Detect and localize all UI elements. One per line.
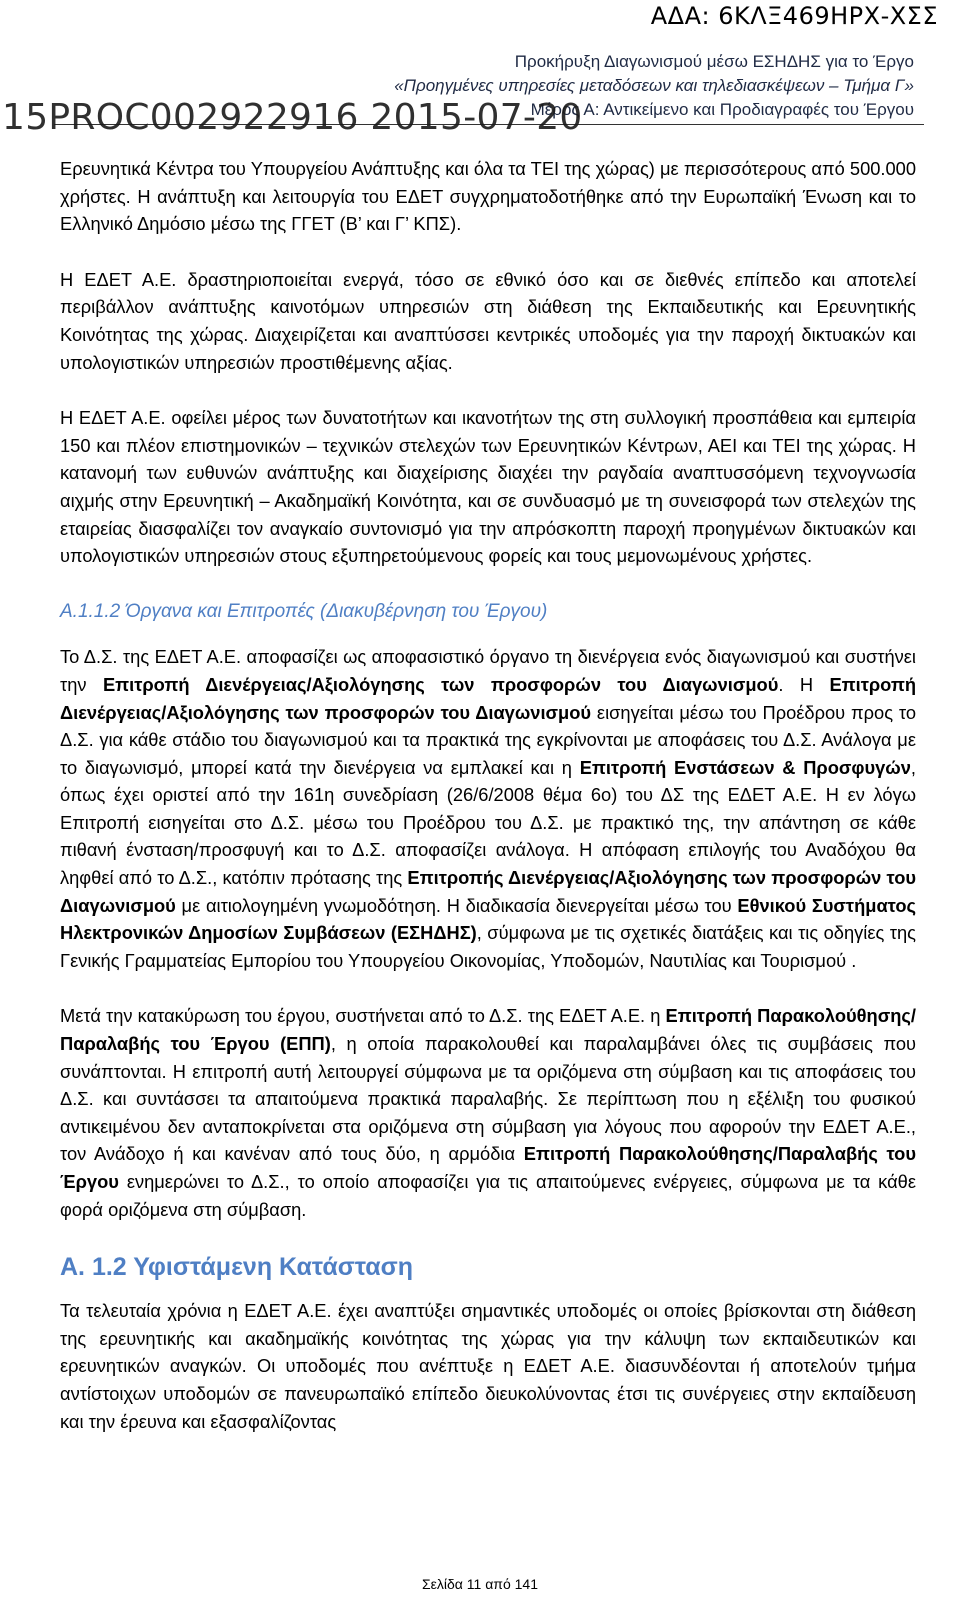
ada-code: ΑΔΑ: 6ΚΛΞ469ΗΡΧ-ΧΣΣ (650, 2, 938, 30)
header-tender-title: Προκήρυξη Διαγωνισμού μέσω ΕΣΗΔΗΣ για το Έργο (514, 52, 914, 71)
document-body (60, 155, 916, 1463)
paragraph-governance: Το Δ.Σ. της ΕΔΕΤ Α.Ε. αποφασίζει ως αποφασιστικό όργανο τη διενέργεια ενός διαγωνισμού και συστήνει την Επιτροπή Διενέργειας/Αξιολόγησης των προσφορών του Διαγωνισμού. Η Επιτροπή Διενέργειας/Αξιολόγησης των προσφορών του Διαγωνισμού εισηγείται μέσω του Προέδρου προς το Δ.Σ. για κάθε στάδιο του διαγωνισμού και τα πρακτικά της εγκρίνονται με αποφάσεις του Δ.Σ. Ανάλογα με το διαγωνισμό, μπορεί κατά την διενέργεια να εμπλακεί και η Επιτροπή Ενστάσεων & Προσφυγών, όπως έχει οριστεί από την 161η συνεδρίαση (26/6/2008 θέμα 6ο) του ΔΣ της ΕΔΕΤ Α.Ε. Η εν λόγω Επιτροπή εισηγείται στο Δ.Σ. μέσω του Προέδρου του Δ.Σ. με πρακτικό της, την απάντηση σε κάθε πιθανή ένσταση/προσφυγή και το Δ.Σ. αποφασίζει ανάλογα. Η απόφαση επιλογής του Αναδόχου θα ληφθεί από το Δ.Σ., κατόπιν πρότασης της Επιτροπής Διενέργειας/Αξιολόγησης των προσφορών του Διαγωνισμού με αιτιολογημένη γνωμοδότηση. Η διαδικασία διενεργείται μέσω του Εθνικού Συστήματος Ηλεκτρονικών Δημοσίων Συμβάσεων (ΕΣΗΔΗΣ), σύμφωνα με τις σχετικές διατάξεις και τις οδηγίες της Γενικής Γραμματείας Εμπορίου του Υπουργείου Οικονομίας, Υποδομών, Ναυτιλίας και Τουρισμού . (60, 646, 917, 971)
paragraph-monitoring: Μετά την κατακύρωση του έργου, συστήνεται από το Δ.Σ. της ΕΔΕΤ Α.Ε. η Επιτροπή Παρακολούθησης/Παραλαβής του Έργου (ΕΠΠ), η οποία παρακολουθεί και παραλαμβάνει όλες τις συμβάσεις που συνάπτονται. Η επιτροπή αυτή λειτουργεί σύμφωνα με τα οριζόμενα στη σύμβαση και τις αποφάσεις του Δ.Σ. και συντάσσει τα απαιτούμενα πρακτικά παραλαβής. Σε περίπτωση που η εξέλιξη του φυσικού αντικειμένου δεν ανταποκρίνεται στα οριζόμενα στη σύμβαση για λόγους που αφορούν την ΕΔΕΤ Α.Ε., τον Ανάδοχο ή και κανέναν από τους δύο, η αρμόδια Επιτροπή Παρακολούθησης/Παραλαβής του Έργου ενημερώνει το Δ.Σ., το οποίο αποφασίζει για τις απαιτούμενες ενέργειες, σύμφωνα με τα κάθε φορά οριζόμενα στη σύμβαση. (60, 1005, 916, 1220)
paragraph-users: Ερευνητικά Κέντρα του Υπουργείου Ανάπτυξης και όλα τα ΤΕΙ της χώρας) με περισσότερους από 500.000 χρήστες. Η ανάπτυξη και λειτουργία του ΕΔΕΤ συγχρηματοδοτήθηκε από την Ευρωπαϊκή Ένωση και το Ελληνικό Δημόσιο μέσω της ΓΓΕΤ (Β’ και Γ’ ΚΠΣ). (60, 158, 916, 235)
registry-stamp: 15PROC002922916 2015-07-20 (2, 97, 583, 138)
paragraph-current-state: Τα τελευταία χρόνια η ΕΔΕΤ Α.Ε. έχει αναπτύξει σημαντικές υποδομές οι οποίες βρίσκονται στη διάθεση της ερευνητικής και ακαδημαϊκής κοινότητας της χώρας για την κάλυψη των εκπαιδευτικών και ερευνητικών αναγκών. Οι υποδομές που ανέπτυξε η ΕΔΕΤ Α.Ε. διασυνδέονται ή αποτελούν τμήμα αντίστοιχων υποδομών σε πανευρωπαϊκό επίπεδο διευκολύνοντας έτσι τις συνέργειες στην εκπαίδευση και την έρευνα και εξασφαλίζοντας (60, 1300, 916, 1432)
section-heading-current-state: Α. 1.2 Υφιστάμενη Κατάσταση (60, 1253, 414, 1282)
paragraph-activity: Η ΕΔΕΤ Α.Ε. δραστηριοποιείται ενεργά, τόσο σε εθνικό όσο και σε διεθνές επίπεδο και αποτελεί περιβάλλον ανάπτυξης καινοτόμων υπηρεσιών στη διάθεση της Εκπαιδευτικής και Ερευνητικής Κοινότητας της χώρας. Διαχειρίζεται και αναπτύσσει κεντρικές υποδομές για την παροχή δικτυακών και υπολογιστικών υπηρεσιών προστιθέμενης αξίας. (60, 268, 916, 373)
header-project-name: «Προηγμένες υπηρεσίες μεταδόσεων και τηλεδιασκέψεων – Τμήμα Γ» (394, 76, 914, 95)
section-heading-governance: Α.1.1.2 Όργανα και Επιτροπές (Διακυβέρνηση του Έργου) (60, 600, 548, 622)
page-number: Σελίδα 11 από 141 (422, 1576, 538, 1592)
paragraph-staff: Η ΕΔΕΤ Α.Ε. οφείλει μέρος των δυνατοτήτων και ικανοτήτων της στη συλλογική προσπάθεια και εμπειρία 150 και πλέον επιστημονικών – τεχνικών στελεχών των Ερευνητικών Κέντρων, ΑΕΙ και ΤΕΙ της χώρας. Η κατανομή των ευθυνών ανάπτυξης και διαχείρισης διαχέει την ραγδαία αναπτυσσόμενη τεχνογνωσία αιχμής στην Ερευνητική – Ακαδημαϊκή Κοινότητα, και σε συνδυασμό με τη συνεισφορά των στελεχών της εταιρείας διασφαλίζει τον αναγκαίο συντονισμό για την απρόσκοπτη παροχή προηγμένων δικτυακών και υπολογιστικών υπηρεσιών στους εξυπηρετούμενους φορείς και τους μεμονωμένους χρήστες. (60, 407, 916, 567)
header-part-title: Μέρος Α: Αντικείμενο και Προδιαγραφές του Έργου (530, 100, 914, 119)
